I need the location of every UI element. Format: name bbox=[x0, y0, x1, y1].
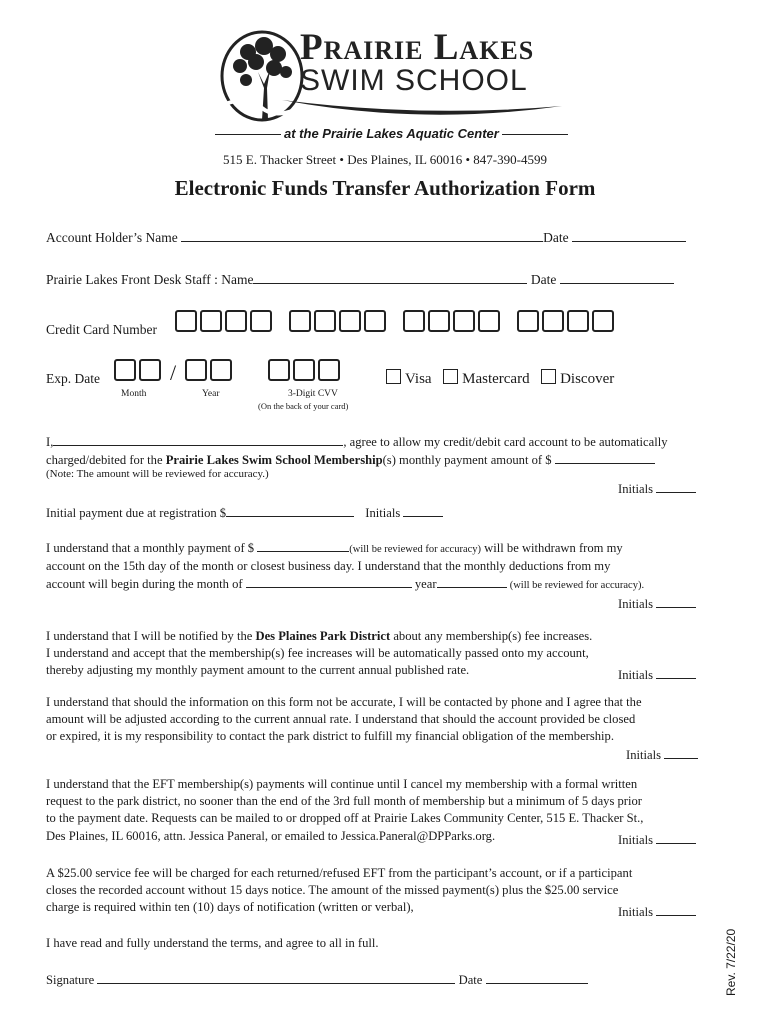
month-label: Month bbox=[121, 389, 147, 399]
cvv-box[interactable] bbox=[268, 359, 290, 381]
p7-text: charge is required within ten (10) days of notification (written or verbal), bbox=[46, 900, 414, 915]
staff-row bbox=[46, 271, 674, 288]
p3-small: (will be reviewed for accuracy). bbox=[509, 580, 645, 592]
digit-box[interactable] bbox=[225, 310, 247, 332]
discover-label: Discover bbox=[560, 371, 615, 387]
exp-year-boxes[interactable] bbox=[185, 359, 235, 381]
swoosh-decoration bbox=[282, 96, 562, 126]
p5-text: amount will be adjusted according to the current annual rate. I understand that should the account provided be closed bbox=[46, 712, 636, 727]
signature-date-field[interactable] bbox=[486, 971, 588, 984]
amount-blank[interactable] bbox=[555, 451, 655, 464]
month-field[interactable] bbox=[246, 575, 412, 588]
digit-box[interactable] bbox=[567, 310, 589, 332]
year-box[interactable] bbox=[185, 359, 207, 381]
mastercard-label: Mastercard bbox=[462, 371, 530, 387]
p4-text: I understand that I will be notified by the bbox=[46, 629, 256, 643]
card-type-options bbox=[386, 369, 614, 388]
signature-row bbox=[46, 971, 588, 988]
p1-bold: Prairie Lakes Swim School Membership bbox=[165, 453, 383, 468]
discover-checkbox[interactable] bbox=[541, 369, 556, 384]
initials-6 bbox=[618, 831, 696, 848]
monthly-amount-field[interactable] bbox=[257, 539, 349, 552]
divider-left bbox=[215, 134, 281, 135]
service-fee-paragraph bbox=[46, 865, 706, 917]
p7-text: closes the recorded account without 15 days notice. The amount of the missed payment(s) plus the $25.00 service bbox=[46, 883, 619, 898]
digit-box[interactable] bbox=[403, 310, 425, 332]
p4-text: about any membership(s) fee increases. bbox=[390, 629, 593, 643]
initials-field[interactable] bbox=[656, 831, 696, 844]
signature-field[interactable] bbox=[97, 971, 455, 984]
p4-bold: Des Plaines Park District bbox=[255, 629, 391, 643]
p3-text: I understand that a monthly payment of $ bbox=[46, 541, 255, 555]
initials-field[interactable] bbox=[664, 746, 698, 759]
year-label: Year bbox=[202, 389, 220, 399]
p3-text: will be withdrawn from my bbox=[481, 541, 623, 555]
initials-label: Initials bbox=[618, 833, 653, 847]
initials-label: Initials bbox=[365, 506, 401, 520]
p4-text: thereby adjusting my monthly payment amount to the current annual published rate. bbox=[46, 663, 470, 678]
accuracy-paragraph bbox=[46, 694, 706, 746]
digit-box[interactable] bbox=[592, 310, 614, 332]
account-holder-row bbox=[46, 229, 686, 246]
date-label: Date bbox=[543, 230, 569, 245]
cvv-note: (On the back of your card) bbox=[258, 401, 349, 411]
initials-label: Initials bbox=[618, 668, 653, 682]
initials-field[interactable] bbox=[656, 595, 696, 608]
cvv-label: 3-Digit CVV bbox=[288, 389, 338, 399]
p5-text: I understand that should the information on this form not be accurate, I will be contacted by phone and I agree that the bbox=[46, 695, 642, 709]
initials-field[interactable] bbox=[403, 504, 443, 517]
p6-text: request to the park district, no sooner than the end of the 3rd full month of membership but a minimum of 5 days prior bbox=[46, 794, 642, 809]
digit-box[interactable] bbox=[175, 310, 197, 332]
initials-3 bbox=[618, 595, 696, 612]
tagline-text: at the Prairie Lakes Aquatic Center bbox=[284, 126, 499, 141]
p3-text: account on the 15th day of the month or closest business day. I understand that the monthly deductions from my bbox=[46, 559, 611, 574]
brand-name: Prairie Lakes bbox=[300, 27, 535, 68]
mastercard-checkbox[interactable] bbox=[443, 369, 458, 384]
p1-text: (s) monthly payment amount of $ bbox=[382, 453, 552, 468]
year-field[interactable] bbox=[437, 575, 507, 588]
initials-label: Initials bbox=[618, 482, 653, 496]
initials-1 bbox=[618, 480, 696, 497]
revision-label: Rev. 7/22/20 bbox=[724, 928, 738, 996]
visa-checkbox[interactable] bbox=[386, 369, 401, 384]
month-box[interactable] bbox=[114, 359, 136, 381]
digit-box[interactable] bbox=[428, 310, 450, 332]
card-number-boxes[interactable] bbox=[175, 310, 617, 332]
cvv-box[interactable] bbox=[293, 359, 315, 381]
staff-date-label: Date bbox=[530, 272, 557, 287]
p1-text: I, bbox=[46, 435, 54, 449]
initial-payment-field[interactable] bbox=[226, 504, 354, 517]
month-box[interactable] bbox=[139, 359, 161, 381]
agreement-statement: I have read and fully understand the terms, and agree to all in full. bbox=[46, 936, 379, 950]
initials-label: Initials bbox=[618, 597, 653, 611]
exp-month-boxes[interactable] bbox=[114, 359, 164, 381]
digit-box[interactable] bbox=[314, 310, 336, 332]
digit-box[interactable] bbox=[364, 310, 386, 332]
p3-text: account will begin during the month of bbox=[46, 577, 243, 592]
amount-note: (Note: The amount will be reviewed for accuracy.) bbox=[46, 468, 269, 480]
initials-5 bbox=[626, 746, 698, 763]
initial-payment-label: Initial payment due at registration $ bbox=[46, 506, 227, 520]
digit-box[interactable] bbox=[339, 310, 361, 332]
year-box[interactable] bbox=[210, 359, 232, 381]
initials-4 bbox=[618, 666, 696, 683]
signature-date-label: Date bbox=[458, 973, 483, 987]
p1-text: charged/debited for the bbox=[46, 453, 166, 468]
p3-small: (will be reviewed for accuracy) bbox=[349, 544, 482, 555]
tagline bbox=[212, 126, 552, 141]
initials-field[interactable] bbox=[656, 480, 696, 493]
cancellation-paragraph bbox=[46, 776, 706, 845]
date-field[interactable] bbox=[572, 229, 686, 242]
account-holder-label: Account Holder’s Name bbox=[46, 230, 178, 245]
initials-label: Initials bbox=[626, 748, 661, 762]
brand-subname: SWIM SCHOOL bbox=[300, 64, 528, 97]
digit-box[interactable] bbox=[478, 310, 500, 332]
monthly-payment-paragraph bbox=[46, 539, 706, 595]
staff-name-field[interactable] bbox=[253, 271, 527, 284]
p7-text: A $25.00 service fee will be charged for each returned/refused EFT from the participant’s account, or if a participant bbox=[46, 866, 633, 880]
digit-box[interactable] bbox=[453, 310, 475, 332]
initials-label: Initials bbox=[618, 905, 653, 919]
p5-text: or expired, it is my responsibility to contact the park district to fulfill my financial obligation of the membership. bbox=[46, 729, 614, 744]
exp-slash: / bbox=[170, 360, 177, 385]
digit-box[interactable] bbox=[517, 310, 539, 332]
cvv-boxes[interactable] bbox=[268, 359, 343, 381]
p6-text: Des Plaines, IL 60016, attn. Jessica Paneral, or emailed to Jessica.Paneral@DPParks.org. bbox=[46, 828, 496, 843]
initials-field[interactable] bbox=[656, 903, 696, 916]
address: 515 E. Thacker Street • Des Plaines, IL 60016 • 847-390-4599 bbox=[223, 152, 547, 167]
digit-box[interactable] bbox=[250, 310, 272, 332]
staff-label: Prairie Lakes Front Desk Staff : Name bbox=[46, 272, 254, 287]
form-title: Electronic Funds Transfer Authorization Form bbox=[174, 176, 596, 200]
signature-label: Signature bbox=[46, 973, 95, 987]
p1-text: , agree to allow my credit/debit card account to be automatically bbox=[343, 435, 668, 449]
digit-box[interactable] bbox=[542, 310, 564, 332]
p6-text: to the payment date. Requests can be mailed to or dropped off at Prairie Lakes Community Center, 515 E. Thacker St., bbox=[46, 811, 644, 826]
card-number-label: Credit Card Number bbox=[46, 322, 157, 337]
divider-right bbox=[502, 134, 568, 135]
initial-payment-row bbox=[46, 504, 443, 521]
p6-text: I understand that the EFT membership(s) payments will continue until I cancel my membership with a formal written bbox=[46, 777, 638, 791]
visa-label: Visa bbox=[405, 371, 432, 387]
initials-field[interactable] bbox=[656, 666, 696, 679]
initials-7 bbox=[618, 903, 696, 920]
cvv-box[interactable] bbox=[318, 359, 340, 381]
exp-date-label: Exp. Date bbox=[46, 371, 100, 386]
digit-box[interactable] bbox=[289, 310, 311, 332]
authorization-paragraph bbox=[46, 433, 706, 469]
fee-increase-paragraph bbox=[46, 628, 706, 680]
account-holder-field[interactable] bbox=[181, 229, 543, 242]
name-blank[interactable] bbox=[53, 433, 343, 446]
digit-box[interactable] bbox=[200, 310, 222, 332]
p3-text: year bbox=[414, 577, 437, 592]
p4-text: I understand and accept that the membership(s) fee increases will be automatically passed onto my account, bbox=[46, 646, 589, 661]
staff-date-field[interactable] bbox=[560, 271, 674, 284]
